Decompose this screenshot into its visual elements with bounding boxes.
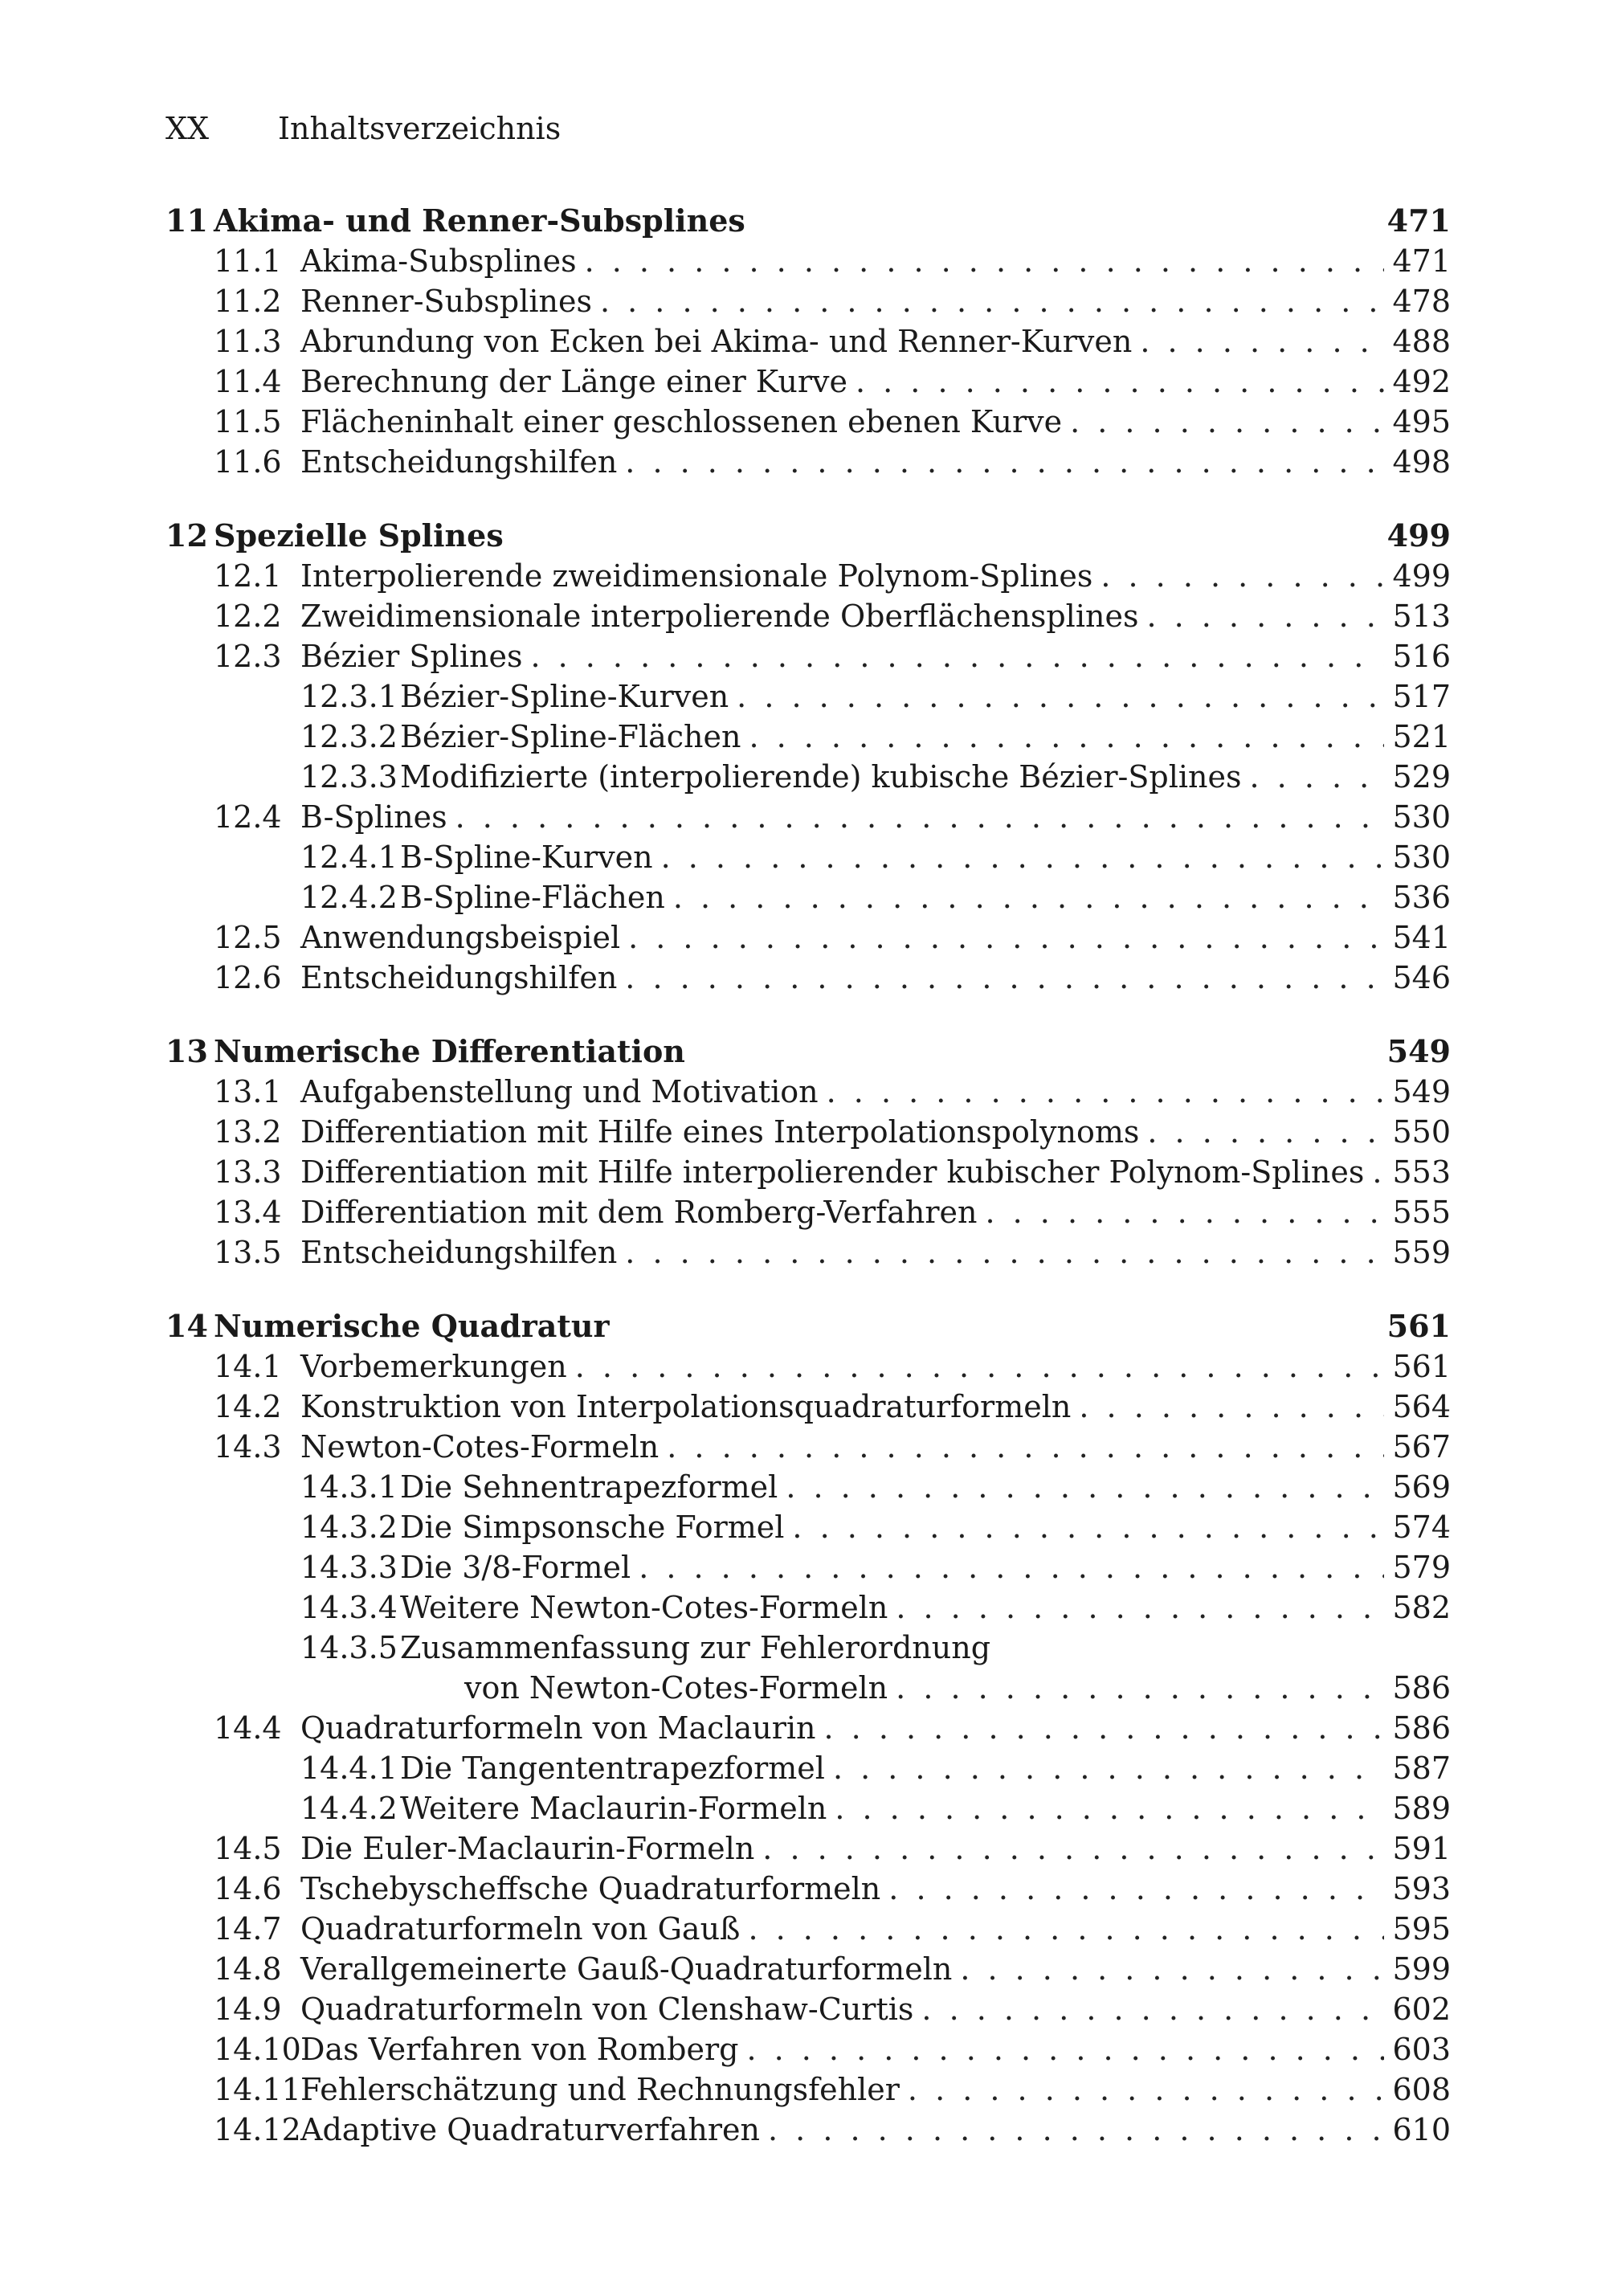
toc-entry-section[interactable] (165, 1909, 1451, 1949)
toc-entry-title: Abrundung von Ecken bei Akima- und Renner-Kurven (300, 324, 1133, 359)
toc-entry-number: 14.2 (214, 1389, 282, 1424)
toc-entry-title: Fehlerschätzung und Rechnungsfehler (300, 2072, 900, 2107)
toc-leader-dots (896, 1587, 1384, 1628)
toc-entry-number: 11.1 (214, 243, 282, 279)
toc-entry-subsection[interactable] (165, 757, 1451, 797)
toc-leader-dots (960, 1949, 1384, 1989)
toc-entry-page: 529 (1392, 759, 1451, 795)
toc-entry-title: Die Simpsonsche Formel (400, 1510, 785, 1545)
toc-leader-dots (575, 1346, 1385, 1387)
toc-entry-number: 14 (165, 1308, 208, 1344)
toc-leader-dots (1101, 556, 1384, 596)
toc-entry-page: 530 (1392, 840, 1451, 875)
toc-entry-title: Differentiation mit Hilfe eines Interpolationspolynoms (300, 1114, 1140, 1150)
toc-entry-title: Renner-Subsplines (300, 284, 592, 319)
toc-entry-section[interactable] (165, 2029, 1451, 2069)
toc-entry-title: Konstruktion von Interpolationsquadraturformeln (300, 1389, 1072, 1424)
toc-entry-title: Zweidimensionale interpolierende Oberflächensplines (300, 599, 1139, 634)
toc-leader-dots (1250, 757, 1385, 797)
toc-entry-number: 14.4 (214, 1710, 282, 1746)
toc-entry-page: 586 (1392, 1710, 1451, 1746)
toc-entry-page: 555 (1392, 1195, 1451, 1230)
toc-entry-title: Spezielle Splines (214, 517, 504, 554)
toc-entry-title: Weitere Newton-Cotes-Formeln (400, 1590, 888, 1625)
toc-entry-title: Die Tangententrapezformel (400, 1751, 825, 1786)
toc-entry-title: Die 3/8-Formel (400, 1550, 631, 1585)
toc-entry-title: Entscheidungshilfen (300, 1235, 618, 1270)
toc-entry-title: Das Verfahren von Romberg (300, 2032, 739, 2067)
toc-leader-dots (896, 1668, 1384, 1708)
toc-entry-chapter[interactable] (165, 516, 1451, 556)
toc-entry-subsection[interactable] (165, 1507, 1451, 1547)
toc-entry-page: 530 (1392, 799, 1451, 835)
toc-entry-page: 513 (1392, 599, 1451, 634)
toc-entry-subsection[interactable] (165, 1748, 1451, 1788)
toc-entry-subsection[interactable] (165, 837, 1451, 877)
toc-entry-title: Akima- und Renner-Subsplines (214, 202, 745, 239)
toc-entry-page: 595 (1392, 1911, 1451, 1947)
toc-entry-number: 12.3 (214, 639, 282, 674)
toc-entry-number: 14.1 (214, 1349, 282, 1384)
toc-leader-dots (1147, 1112, 1384, 1152)
toc-entry-page: 521 (1392, 719, 1451, 754)
toc-entry-page: 574 (1392, 1510, 1451, 1545)
toc-leader-dots (661, 837, 1385, 877)
toc-entry-section[interactable] (165, 1949, 1451, 1989)
toc-entry-subsection[interactable] (165, 1547, 1451, 1587)
toc-entry-title: Bézier-Spline-Flächen (400, 719, 741, 754)
toc-entry-title: Quadraturformeln von Clenshaw-Curtis (300, 1992, 914, 2027)
toc-entry-section[interactable] (165, 917, 1451, 958)
toc-entry-page: 567 (1392, 1429, 1451, 1465)
toc-leader-dots (530, 636, 1384, 676)
toc-entry-section[interactable] (165, 556, 1451, 596)
toc-entry-page: 599 (1392, 1951, 1451, 1987)
toc-entry-subsection[interactable] (165, 1628, 1451, 1668)
toc-entry-page: 536 (1392, 880, 1451, 915)
toc-leader-dots (618, 1306, 1379, 1346)
toc-entry-page: 492 (1392, 364, 1451, 399)
toc-entry-page: 471 (1392, 243, 1451, 279)
toc-entry-subsection[interactable] (165, 717, 1451, 757)
toc-leader-dots (1140, 321, 1384, 362)
toc-entry-page: 488 (1392, 324, 1451, 359)
header-title: Inhaltsverzeichnis (278, 111, 561, 146)
toc-leader-dots (1079, 1387, 1384, 1427)
toc-leader-dots (827, 1072, 1385, 1112)
toc-entry-page: 559 (1392, 1235, 1451, 1270)
toc-entry-subsection[interactable] (165, 1587, 1451, 1628)
toc-entry-number: 13.2 (214, 1114, 282, 1150)
toc-entry-page: 498 (1392, 444, 1451, 480)
toc-leader-dots (998, 1628, 1391, 1668)
toc-entry-number: 14.4.1 (300, 1751, 398, 1786)
toc-entry-page: 589 (1392, 1791, 1451, 1826)
toc-entry-section[interactable] (165, 958, 1451, 998)
toc-entry-section[interactable] (165, 1112, 1451, 1152)
toc-entry-section[interactable] (165, 402, 1451, 442)
toc-entry-section[interactable] (165, 2069, 1451, 2110)
toc-entry-title: Quadraturformeln von Gauß (300, 1911, 741, 1947)
toc-entry-title: Numerische Quadratur (214, 1308, 610, 1344)
toc-entry-section[interactable] (165, 1152, 1451, 1192)
toc-entry-number: 11.5 (214, 404, 282, 439)
toc-entry-chapter[interactable] (165, 201, 1451, 241)
toc-leader-dots (768, 2110, 1384, 2150)
toc-entry-page: 569 (1392, 1469, 1451, 1505)
toc-entry-number: 11.3 (214, 324, 282, 359)
toc-entry-title: Modifizierte (interpolierende) kubische Bézier-Splines (400, 759, 1242, 795)
toc-entry-section[interactable] (165, 1708, 1451, 1748)
toc-entry-page: 603 (1392, 2032, 1451, 2067)
toc-entry-page: 602 (1392, 1992, 1451, 2027)
toc-leader-dots (888, 1869, 1384, 1909)
toc-entry-section[interactable] (165, 2110, 1451, 2150)
toc-leader-dots (835, 1788, 1384, 1828)
toc-entry-section[interactable] (165, 1232, 1451, 1273)
toc-leader-dots (921, 1989, 1384, 2029)
toc-entry-number: 14.8 (214, 1951, 282, 1987)
toc-leader-dots (1070, 402, 1384, 442)
toc-leader-dots (908, 2069, 1385, 2110)
toc-entry-page: 546 (1392, 960, 1451, 995)
toc-entry-page (1391, 1628, 1451, 1668)
toc-entry-number: 14.10 (214, 2032, 301, 2067)
toc-entry-title: Die Euler-Maclaurin-Formeln (300, 1831, 755, 1866)
toc-entry-title: Differentiation mit dem Romberg-Verfahren (300, 1195, 978, 1230)
toc-entry-number: 14.12 (214, 2112, 301, 2147)
toc-entry-number: 13.5 (214, 1235, 282, 1270)
toc-entry-page: 561 (1392, 1349, 1451, 1384)
toc-entry-page: 541 (1392, 920, 1451, 955)
toc-entry-page: 516 (1392, 639, 1451, 674)
toc-leader-dots (673, 877, 1385, 917)
toc-entry-number: 12.4.1 (300, 840, 398, 875)
toc-entry-title: B-Splines (300, 799, 447, 835)
toc-entry-section[interactable] (165, 241, 1451, 281)
toc-leader-dots (985, 1192, 1384, 1232)
toc-entry-page: 610 (1392, 2112, 1451, 2147)
toc-entry-page: 582 (1392, 1590, 1451, 1625)
toc-entry-chapter[interactable] (165, 1306, 1451, 1346)
toc-entry-number: 14.7 (214, 1911, 282, 1947)
toc-entry-number: 13.4 (214, 1195, 282, 1230)
toc-entry-section[interactable] (165, 1387, 1451, 1427)
toc-entry-title: Tschebyscheffsche Quadraturformeln (300, 1871, 881, 1906)
toc-leader-dots (746, 2029, 1384, 2069)
toc-leader-dots (455, 797, 1385, 837)
toc-entry-title: Verallgemeinerte Gauß-Quadraturformeln (300, 1951, 953, 1987)
toc-entry-section[interactable] (165, 596, 1451, 636)
toc-leader-dots (667, 1427, 1384, 1467)
toc-entry-title: Weitere Maclaurin-Formeln (400, 1791, 827, 1826)
toc-leader-dots (693, 1032, 1379, 1072)
toc-entry-section[interactable] (165, 321, 1451, 362)
toc-leader-dots (600, 281, 1385, 321)
toc-entry-title: Newton-Cotes-Formeln (300, 1429, 659, 1465)
toc-entry-number: 14.3 (214, 1429, 282, 1465)
toc-leader-dots (639, 1547, 1384, 1587)
toc-entry-chapter[interactable] (165, 1032, 1451, 1072)
toc-leader-dots (762, 1828, 1384, 1869)
toc-entry-page: 471 (1386, 202, 1451, 239)
toc-leader-dots (1372, 1152, 1384, 1192)
toc-entry-number: 12.3.3 (300, 759, 398, 795)
toc-entry-number: 12.1 (214, 558, 282, 594)
toc-leader-dots (628, 917, 1384, 958)
toc-entry-title: Numerische Differentiation (214, 1033, 685, 1069)
toc-entry-page: 495 (1392, 404, 1451, 439)
toc-leader-dots (512, 516, 1379, 556)
toc-leader-dots (786, 1467, 1384, 1507)
toc-entry-number: 13.1 (214, 1074, 282, 1109)
toc-entry-title: Bézier-Spline-Kurven (400, 679, 729, 714)
toc-entry-page: 553 (1392, 1154, 1451, 1190)
toc-entry-page: 517 (1392, 679, 1451, 714)
toc-entry-number: 12 (165, 517, 208, 554)
toc-entry-title: Entscheidungshilfen (300, 444, 618, 480)
toc-leader-dots (585, 241, 1385, 281)
toc-entry-number: 11 (165, 202, 208, 239)
toc-entry-title: Aufgabenstellung und Motivation (300, 1074, 819, 1109)
toc-entry-number: 13.3 (214, 1154, 282, 1190)
toc-entry-page: 549 (1392, 1074, 1451, 1109)
toc-entry-title: Akima-Subsplines (300, 243, 577, 279)
toc-leader-dots (737, 676, 1384, 717)
toc-entry-number: 12.2 (214, 599, 282, 634)
toc-leader-dots (625, 1232, 1384, 1273)
toc-entry-subsection[interactable] (165, 676, 1451, 717)
toc-entry-title: Flächeninhalt einer geschlossenen ebenen Kurve (300, 404, 1063, 439)
toc-entry-section[interactable] (165, 1989, 1451, 2029)
toc-entry-section[interactable] (165, 281, 1451, 321)
toc-entry-section[interactable] (165, 636, 1451, 676)
toc-leader-dots (625, 442, 1384, 482)
toc-entry-section[interactable] (165, 1192, 1451, 1232)
toc-entry-page: 564 (1392, 1389, 1451, 1424)
toc-entry-title: Bézier Splines (300, 639, 523, 674)
toc-leader-dots (753, 201, 1379, 241)
toc-entry-page: 579 (1392, 1550, 1451, 1585)
toc-entry-number: 13 (165, 1033, 208, 1069)
toc-entry-number: 12.4 (214, 799, 282, 835)
toc-entry-page: 550 (1392, 1114, 1451, 1150)
toc-entry-continuation[interactable] (165, 1668, 1451, 1708)
toc-entry-title: Entscheidungshilfen (300, 960, 618, 995)
toc-entry-page: 593 (1392, 1871, 1451, 1906)
toc-entry-title: Differentiation mit Hilfe interpolierender kubischer Polynom-Splines (300, 1154, 1365, 1190)
toc-entry-subsection[interactable] (165, 1467, 1451, 1507)
toc-entry-number: 11.2 (214, 284, 282, 319)
toc-entry-section[interactable] (165, 1427, 1451, 1467)
toc-entry-number: 14.3.3 (300, 1550, 398, 1585)
toc-leader-dots (792, 1507, 1384, 1547)
toc-entry-number: 14.5 (214, 1831, 282, 1866)
toc-entry-page: 591 (1392, 1831, 1451, 1866)
toc-entry-subsection[interactable] (165, 1788, 1451, 1828)
toc-entry-page: 561 (1386, 1308, 1451, 1344)
toc-entry-subsection[interactable] (165, 877, 1451, 917)
toc-entry-title: Quadraturformeln von Maclaurin (300, 1710, 816, 1746)
toc-entry-title: von Newton-Cotes-Formeln (464, 1670, 888, 1706)
toc-entry-title: Vorbemerkungen (300, 1349, 567, 1384)
toc-entry-page: 499 (1392, 558, 1451, 594)
toc-entry-number: 12.3.1 (300, 679, 398, 714)
toc-entry-title: Berechnung der Länge einer Kurve (300, 364, 847, 399)
toc-entry-number: 14.4.2 (300, 1791, 398, 1826)
toc-entry-number: 14.3.2 (300, 1510, 398, 1545)
toc-entry-title: Anwendungsbeispiel (300, 920, 621, 955)
toc-leader-dots (749, 717, 1384, 757)
toc-entry-section[interactable] (165, 1869, 1451, 1909)
toc-entry-number: 14.6 (214, 1871, 282, 1906)
toc-leader-dots (824, 1708, 1385, 1748)
running-header (165, 111, 561, 146)
toc-entry-section[interactable] (165, 442, 1451, 482)
toc-entry-title: Zusammenfassung zur Fehlerordnung (400, 1630, 991, 1665)
toc-entry-title: Adaptive Quadraturverfahren (300, 2112, 760, 2147)
toc-entry-section[interactable] (165, 1828, 1451, 1869)
toc-entry-number: 14.11 (214, 2072, 301, 2107)
toc-entry-title: Interpolierende zweidimensionale Polynom-Splines (300, 558, 1093, 594)
toc-entry-number: 12.6 (214, 960, 282, 995)
toc-entry-section[interactable] (165, 1346, 1451, 1387)
toc-entry-number: 11.6 (214, 444, 282, 480)
toc-entry-page: 586 (1392, 1670, 1451, 1706)
toc-leader-dots (856, 362, 1385, 402)
toc-leader-dots (625, 958, 1384, 998)
toc-leader-dots (1146, 596, 1384, 636)
toc-entry-number: 14.3.5 (300, 1630, 398, 1665)
toc-entry-number: 14.3.1 (300, 1469, 398, 1505)
toc-entry-page: 587 (1392, 1751, 1451, 1786)
toc-entry-title: Die Sehnentrapezformel (400, 1469, 778, 1505)
toc-entry-section[interactable] (165, 362, 1451, 402)
toc-entry-section[interactable] (165, 797, 1451, 837)
toc-entry-number: 11.4 (214, 364, 282, 399)
toc-entry-number: 12.4.2 (300, 880, 398, 915)
toc-entry-page: 549 (1386, 1033, 1451, 1069)
toc-entry-title: B-Spline-Kurven (400, 840, 653, 875)
toc-entry-title: B-Spline-Flächen (400, 880, 665, 915)
toc-entry-number: 12.3.2 (300, 719, 398, 754)
toc-entry-page: 499 (1386, 517, 1451, 554)
toc-leader-dots (748, 1909, 1384, 1949)
toc-entry-number: 14.3.4 (300, 1590, 398, 1625)
toc-leader-dots (833, 1748, 1385, 1788)
toc-entry-page: 478 (1392, 284, 1451, 319)
header-page-number: XX (165, 111, 210, 146)
toc-entry-number: 12.5 (214, 920, 282, 955)
toc-entry-number: 14.9 (214, 1992, 282, 2027)
toc-entry-page: 608 (1392, 2072, 1451, 2107)
toc-entry-section[interactable] (165, 1072, 1451, 1112)
